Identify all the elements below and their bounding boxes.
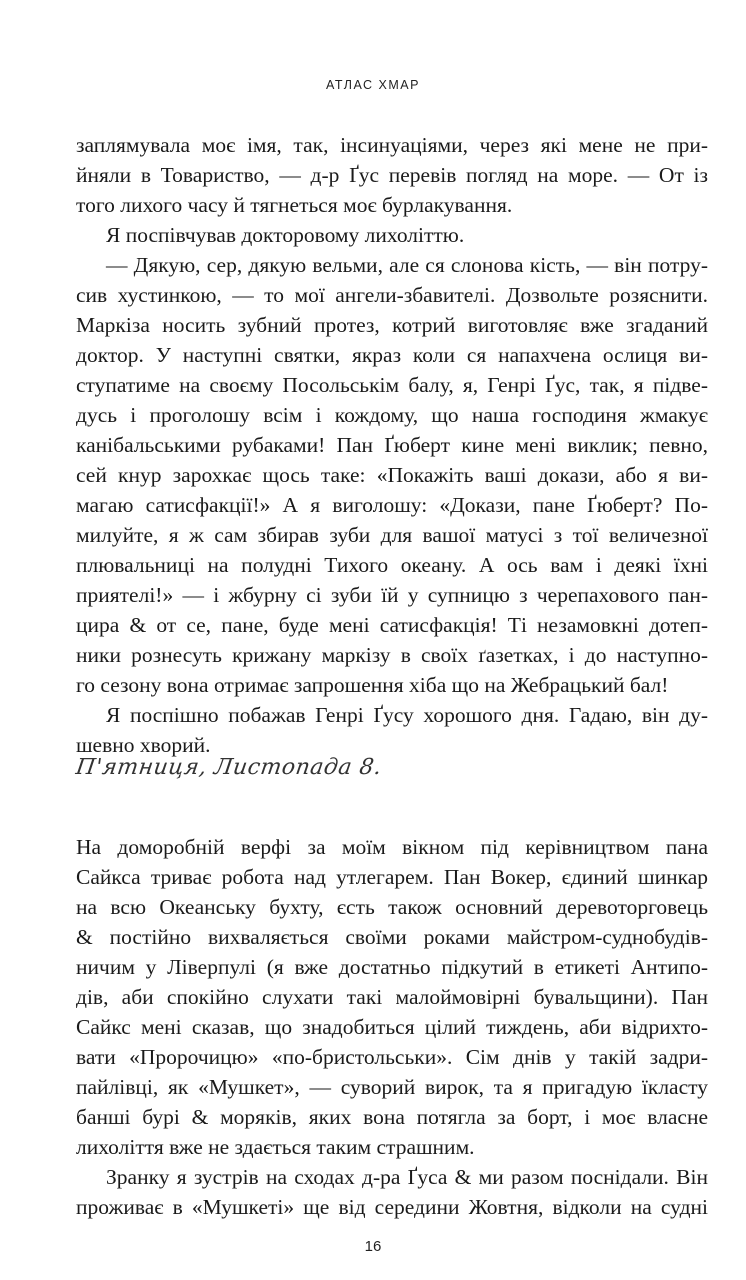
text-line: шевно хворий. bbox=[76, 733, 211, 757]
text-line: того лихого часу й тягнеться моє бурлакування. bbox=[76, 193, 513, 217]
text-line: на всю Океанську бухту, єсть також основний деревоторговець bbox=[76, 895, 708, 919]
text-line: дів, аби спокійно слухати такі малоймовірні бувальщини). Пан bbox=[76, 985, 708, 1009]
text-line: На доморобній верфі за моїм вікном під керівництвом пана bbox=[76, 835, 708, 859]
text-line: дусь і проголошу всім і кождому, що наша господиня жмакує bbox=[76, 403, 708, 427]
text-line: пайлівці, як «Мушкет», — суворий вирок, та я пригадую їкласту bbox=[76, 1075, 708, 1099]
text-line: Я поспівчував докторовому лихоліттю. bbox=[106, 223, 465, 247]
text-line: сей кнур зарохкає щось таке: «Покажіть ваші докази, або я ви- bbox=[76, 463, 708, 487]
text-line: проживає в «Мушкеті» ще від середини Жовтня, відколи на судні bbox=[76, 1195, 708, 1219]
text-line: ступатиме на своєму Посольськім балу, я, Генрі Ґус, так, я підве- bbox=[76, 373, 708, 397]
text-line: & постійно вихваляється своїми роками майстром-суднобудів- bbox=[76, 925, 708, 949]
text-line: магаю сатисфакції!» А я виголошу: «Докази, пане Ґюберт? По- bbox=[76, 493, 708, 517]
diary-date-heading: П'ятниця, Листопада 8. bbox=[74, 755, 384, 780]
text-block-1 bbox=[76, 130, 708, 760]
text-line: Сайкса триває робота над утлегарем. Пан Вокер, єдиний шинкар bbox=[76, 865, 708, 889]
text-line: Сайкс мені сказав, що знадобиться цілий тиждень, аби відрихто- bbox=[76, 1015, 708, 1039]
text-line: Зранку я зустрів на сходах д-ра Ґуса & ми разом поснідали. Він bbox=[106, 1165, 708, 1189]
text-line: ники рознесуть крижану маркізу в своїх ґазетках, і до наступно- bbox=[76, 643, 708, 667]
text-line: милуйте, я ж сам збирав зуби для вашої матусі з тої величезної bbox=[76, 523, 708, 547]
text-line: го сезону вона отримає запрошення хіба що на Жебрацький бал! bbox=[76, 673, 669, 697]
text-line: цира & от се, пане, буде мені сатисфакція! Ті незамовкні дотеп- bbox=[76, 613, 708, 637]
text-line: лихоліття вже не здається таким страшним. bbox=[76, 1135, 475, 1159]
text-line: плювальниці на полудні Тихого океану. А ось вам і деякі їхні bbox=[76, 553, 708, 577]
running-head: АТЛАС ХМАР bbox=[326, 78, 420, 92]
text-line: заплямувала моє імя, так, інсинуаціями, через які мене не при- bbox=[76, 133, 708, 157]
text-line: Я поспішно побажав Генрі Ґусу хорошого дня. Гадаю, він ду- bbox=[106, 703, 708, 727]
text-line: йняли в Товариство, — д-р Ґус перевів погляд на море. — От із bbox=[76, 163, 708, 187]
text-line: банші бурі & моряків, яких вона потягла за борт, і моє власне bbox=[76, 1105, 708, 1129]
text-line: Маркіза носить зубний протез, котрий виготовляє вже згаданий bbox=[76, 313, 708, 337]
text-line: сив хустинкою, — то мої ангели-збавителі. Дозвольте розяснити. bbox=[76, 283, 708, 307]
text-line: ничим у Ліверпулі (я вже достатньо підкутий в етикеті Антипо- bbox=[76, 955, 708, 979]
text-line: доктор. У наступні святки, якраз коли ся напахчена ослиця ви- bbox=[76, 343, 708, 367]
text-block-2 bbox=[76, 832, 708, 1222]
text-line: — Дякую, сер, дякую вельми, але ся слонова кість, — він потру- bbox=[106, 253, 708, 277]
text-line: вати «Пророчицю» «по-бристольськи». Сім днів у такій задри- bbox=[76, 1045, 708, 1069]
text-line: канібальськими рубаками! Пан Ґюберт кине мені виклик; певно, bbox=[76, 433, 708, 457]
text-line: приятелі!» — і жбурну сі зуби їй у супницю з черепахового пан- bbox=[76, 583, 708, 607]
page-number: 16 bbox=[364, 1238, 382, 1255]
